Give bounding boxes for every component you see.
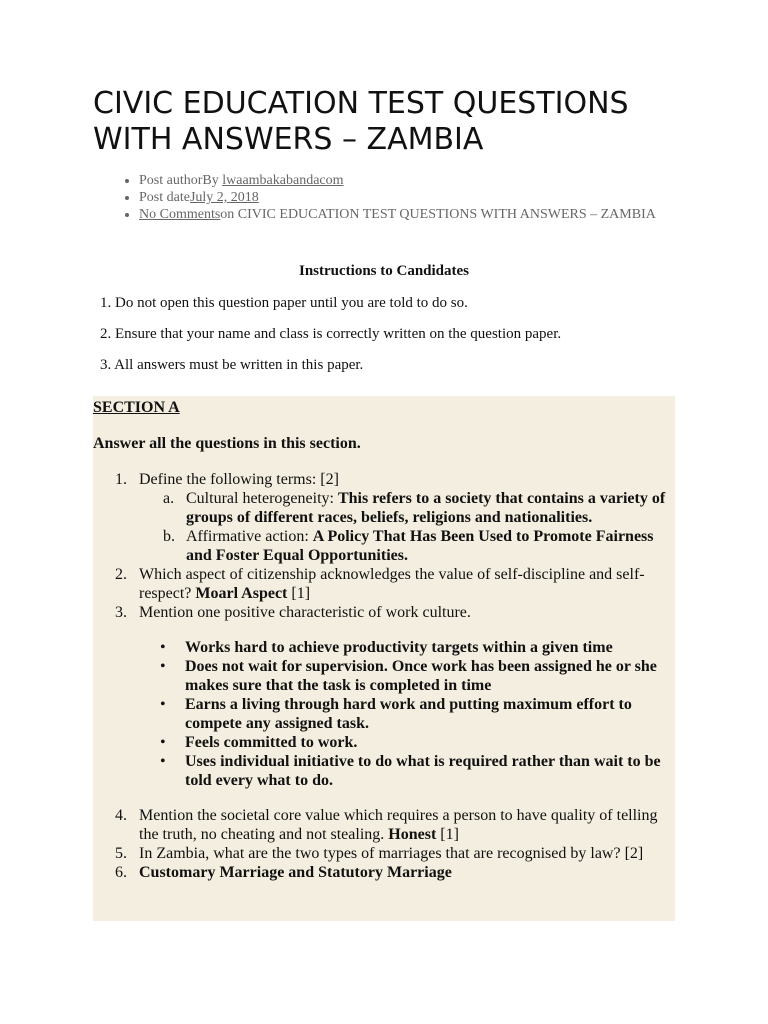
answer: A Policy That Has Been Used to Promote Fairness and Foster Equal Opportunities.	[186, 528, 654, 564]
answer: Honest	[388, 826, 437, 843]
question-list	[93, 470, 673, 882]
question-number: 2.	[115, 566, 127, 583]
answer: This refers to a society that contains a variety of groups of different races, beliefs, religions and nationalities.	[186, 490, 666, 526]
instruction-item: 3. All answers must be written in this paper.	[100, 357, 364, 373]
question-text: In Zambia, what are the two types of marriages that are recognised by law? [2]	[139, 845, 644, 862]
comments-suffix: on CIVIC EDUCATION TEST QUESTIONS WITH ANSWERS – ZAMBIA	[220, 207, 656, 222]
section-title: SECTION A	[93, 399, 180, 416]
question-4	[93, 806, 673, 844]
post-meta	[118, 172, 659, 223]
sub-question-letter: b.	[163, 528, 175, 545]
sub-question-a	[139, 489, 673, 527]
question-text: Which aspect of citizenship acknowledges the value of self-discipline and self-respect?	[139, 566, 645, 602]
term: Affirmative action:	[186, 528, 313, 545]
answer: Customary Marriage and Statutory Marriage	[139, 864, 452, 881]
instruction-item: 1. Do not open this question paper until you are told to do so.	[100, 295, 468, 311]
marks: [1]	[287, 585, 311, 602]
post-date	[139, 189, 659, 206]
question-1	[93, 470, 673, 565]
section-instruction: Answer all the questions in this section.	[93, 435, 361, 452]
post-date-label: Post date	[139, 190, 190, 205]
question-number: 4.	[115, 807, 127, 824]
term: Cultural heterogeneity:	[186, 490, 338, 507]
answer: Moarl Aspect	[195, 585, 288, 602]
section-a	[93, 396, 675, 921]
question-number: 1.	[115, 471, 127, 488]
answer-bullet: • Feels committed to work.	[139, 733, 673, 752]
question-3	[93, 603, 673, 790]
answer-bullet: • Uses individual initiative to do what is required rather than wait to be told every what to do.	[139, 752, 673, 790]
answer-bullet: • Earns a living through hard work and putting maximum effort to compete any assigned task.	[139, 695, 673, 733]
instruction-item: 2. Ensure that your name and class is correctly written on the question paper.	[100, 326, 562, 342]
instructions-list	[100, 294, 660, 387]
sub-question-list	[139, 489, 673, 565]
question-text: Mention the societal core value which requires a person to have quality of telling the truth, no cheating and not stealing.	[139, 807, 658, 843]
answer-bullets	[139, 638, 673, 790]
question-text: Define the following terms: [2]	[139, 471, 339, 488]
question-number: 3.	[115, 604, 127, 621]
question-number: 6.	[115, 864, 127, 881]
sub-question-b	[139, 527, 673, 565]
comments-link[interactable]: No Comments	[139, 207, 221, 222]
marks: [1]	[436, 826, 459, 843]
answer-bullet: • Does not wait for supervision. Once work has been assigned he or she makes sure that the task is completed in time	[139, 657, 673, 695]
question-5	[93, 844, 673, 863]
question-text: Mention one positive characteristic of work culture.	[139, 604, 471, 621]
question-number: 5.	[115, 845, 127, 862]
author-link[interactable]: lwaambakabandacom	[222, 173, 344, 188]
post-comments	[139, 206, 659, 223]
question-2	[93, 565, 673, 603]
answer-bullet: • Works hard to achieve productivity targets within a given time	[139, 638, 673, 657]
instructions-heading: Instructions to Candidates	[298, 263, 470, 279]
post-author	[139, 172, 659, 189]
date-link[interactable]: July 2, 2018	[189, 190, 259, 205]
sub-question-letter: a.	[163, 490, 175, 507]
question-6	[93, 863, 673, 882]
post-author-label: Post authorBy	[139, 173, 223, 188]
page-title: CIVIC EDUCATION TEST QUESTIONS WITH ANSWERS – ZAMBIA	[93, 86, 629, 157]
